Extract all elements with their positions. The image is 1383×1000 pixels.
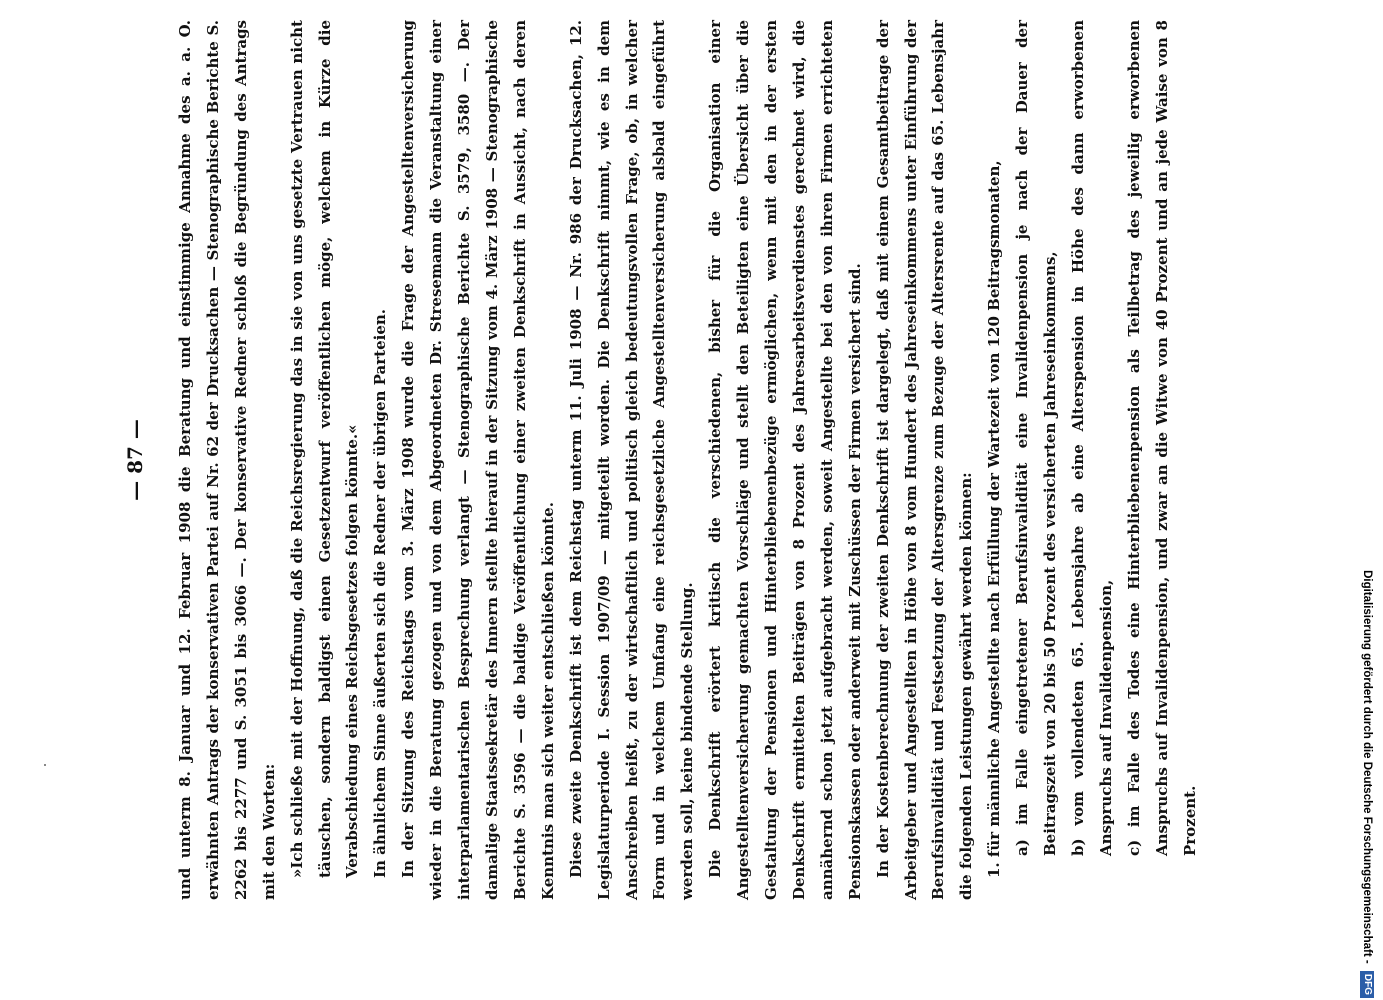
scan-speck bbox=[44, 764, 46, 766]
digitization-credit-text: Digitalisierung gefördert durch die Deutsche Forschungsgemeinschaft - bbox=[1361, 570, 1373, 964]
paragraph-3: In ähnlichem Sinne äußerten sich die Redner der übrigen Parteien. bbox=[371, 308, 390, 878]
list-item-b: b) vom vollendeten 65. Lebensjahre ab eine Alterspension in Höhe des dann erworbenen Anspruchs auf Invalidenpension, bbox=[1069, 20, 1115, 856]
page-number: — 87 — bbox=[123, 419, 147, 501]
list-item-1: 1. für männliche Angestellte nach Erfüllung der Wartezeit von 120 Beitragsmonaten, bbox=[985, 160, 1004, 878]
rotated-page-content bbox=[120, 20, 1280, 900]
paragraph-4: In der Sitzung des Reichstags vom 3. März 1908 wurde die Frage der Angestelltenversicherung wieder in die Beratung gezogen und von dem Abgeordneten Dr. Stresemann die Veranstaltung einer interparlamentarischen Besprechung verlangt — Stenographische Berichte S. 3579, 3580 —. Der damalige Staatssekretär des Innern stellte hierauf in der Sitzung vom 4. März 1908 — Stenographische Berichte S. 3596 — die baldige Veröffentlichung einer zweiten Denkschrift in Aussicht, nach deren Kenntnis man sich weiter entschließen könnte. bbox=[399, 20, 557, 900]
list-item-a: a) im Falle eingetretener Berufsinvalidität eine Invalidenpension je nach der Dauer der Beitragszeit von 20 bis 50 Prozent des versicherten Jahreseinkommens, bbox=[1013, 20, 1060, 856]
paragraph-5: Diese zweite Denkschrift ist dem Reichstag unterm 11. Juli 1908 — Nr. 986 der Drucksachen, 12. Legislaturperiode I. Session 1907/09 — mitgeteilt worden. Die Denkschrift nimmt, wie es in dem Anschreiben heißt, zu der wirtschaftlich und politisch gleich bedeutungsvollen Frage, ob, in welcher Form und in welchem Umfang eine reichsgesetzliche Angestelltenversicherung alsbald eingeführt werden soll, keine bindende Stellung. bbox=[566, 20, 697, 900]
paragraph-7: In der Kostenberechnung der zweiten Denkschrift ist dargelegt, daß mit einem Gesamtbeitrage der Arbeitgeber und Angestellten in Höhe von 8 vom Hundert des Jahreseinkommens unter Einführung der Berufsinvalidität und Festsetzung der Altersgrenze zum Bezuge der Altersrente auf das 65. Lebensjahr die folgenden Leistungen gewährt werden können: bbox=[873, 20, 976, 900]
paragraph-6: Die Denkschrift erörtert kritisch die verschiedenen, bisher für die Organisation einer Angestelltenversicherung gemachten Vorschläge und stellt den Beteiligten eine Übersicht über die Gestaltung der Pensionen und Hinterbliebenenbezüge ermöglichen, wenn mit den in der ersten Denkschrift ermittelten Beiträgen von 8 Prozent des Jahresarbeitsverdienstes gerechnet wird, die annähernd schon jetzt aufgebracht werden, soweit Angestellte bei den von ihren Firmen errichteten Pensionskassen oder anderweit mit Zuschüssen der Firmen versichert sind. bbox=[706, 20, 864, 900]
paragraph-1: und unterm 8. Januar und 12. Februar 1908 die Beratung und einstimmige Annahme des a. a. O. erwähnten Antrags der konservativen Partei auf Nr. 62 der Drucksachen — Stenographische Berichte S. 2262 bis 2277 und S. 3051 bis 3066 —. Der konservative Redner schloß die Begründung des Antrags mit den Worten: bbox=[176, 20, 278, 900]
digitization-credit bbox=[1356, 8, 1378, 998]
document-body bbox=[172, 20, 1205, 900]
list-item-c: c) im Falle des Todes eine Hinterbliebenenpension als Teilbetrag des jeweilig erworbenen Anspruchs auf Invalidenpension, und zwar an die Witwe von 40 Prozent und an jede Waise von 8 Prozent. bbox=[1124, 20, 1199, 856]
dfg-logo: DFG bbox=[1360, 971, 1374, 998]
paragraph-quote: »Ich schließe mit der Hoffnung, daß die Reichsregierung das in sie von uns gesetzte Vertrauen nicht täuschen, sondern baldigst einen Gesetzentwurf veröffentlichen möge, welchem in Kürze die Verabschiedung eines Reichsgesetzes folgen könnte.« bbox=[287, 20, 362, 878]
